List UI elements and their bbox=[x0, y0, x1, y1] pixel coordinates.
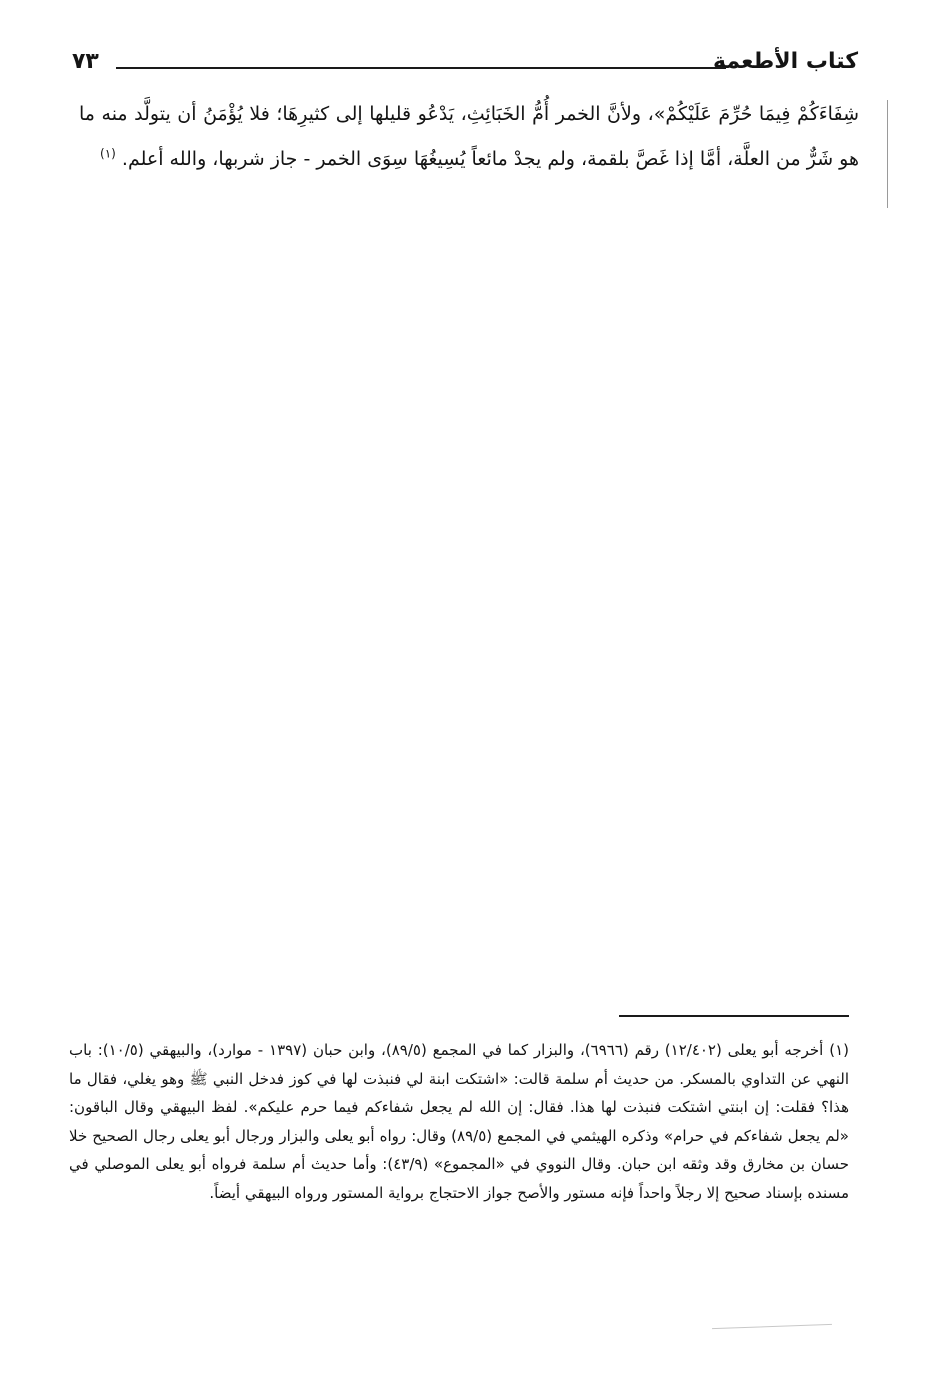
main-text bbox=[79, 92, 859, 182]
header-rule bbox=[116, 67, 726, 69]
footnote bbox=[69, 1036, 849, 1207]
footnote-text: أخرجه أبو يعلى (١٢/٤٠٢) رقم (٦٩٦٦)، والبزار كما في المجمع (٨٩/٥)، وابن حبان (١٣٩٧ - موارد)، والبيهقي (١٠/٥): باب النهي عن التداوي بالمسكر. من حديث أم سلمة قالت: «اشتكت ابنة لي فنبذت لها في كوز فدخل النبي ﷺ وهو يغلي، فقال ما هذا؟ فقلت: إن ابنتي اشتكت فنبذت لها هذا. فقال: إن الله لم يجعل شفاءكم فيما حرم عليكم». لفظ البيهقي وقال الباقون: «لم يجعل شفاءكم في حرام» وذكره الهيثمي في المجمع (٨٩/٥) وقال: رواه أبو يعلى والبزار ورجال أبو يعلى رجال الصحيح خلا حسان بن مخارق وقد وثقه ابن حبان. وقال النووي في «المجموع» (٤٣/٩): وأما حديث أم سلمة فرواه أبو يعلى الموصلي في مسنده بإسناد صحيح إلا رجلاً واحداً فإنه مستور والأصح جواز الاحتجاج برواية المستور ورواه البيهقي أيضاً. bbox=[69, 1041, 849, 1202]
footnote-reference: (١) bbox=[100, 146, 116, 161]
footnote-separator bbox=[619, 1015, 849, 1017]
page-header bbox=[72, 42, 858, 82]
running-title: كتاب الأطعمة bbox=[713, 49, 858, 74]
margin-mark bbox=[887, 100, 888, 208]
footnote-number: (١) bbox=[829, 1041, 849, 1059]
scan-artifact-line bbox=[712, 1324, 832, 1329]
main-paragraph bbox=[79, 92, 859, 182]
footnotes bbox=[69, 1036, 849, 1207]
page-number: ٧٣ bbox=[72, 49, 99, 74]
paragraph-text: شِفَاءَكُمْ فِيمَا حُرِّمَ عَلَيْكُمْ»، ولأنَّ الخمر أُمُّ الخَبَائِثِ، يَدْعُو قليلها إلى كثيرِهَا؛ فلا يُؤْمَنُ أن يتولَّد منه ما هو شَرٌّ من العلَّة، أمَّا إذا غَصَّ بلقمة، ولم يجدْ مائعاً يُسِيغُهَا سِوَى الخمر - جاز شربها، والله أعلم. bbox=[79, 103, 859, 170]
